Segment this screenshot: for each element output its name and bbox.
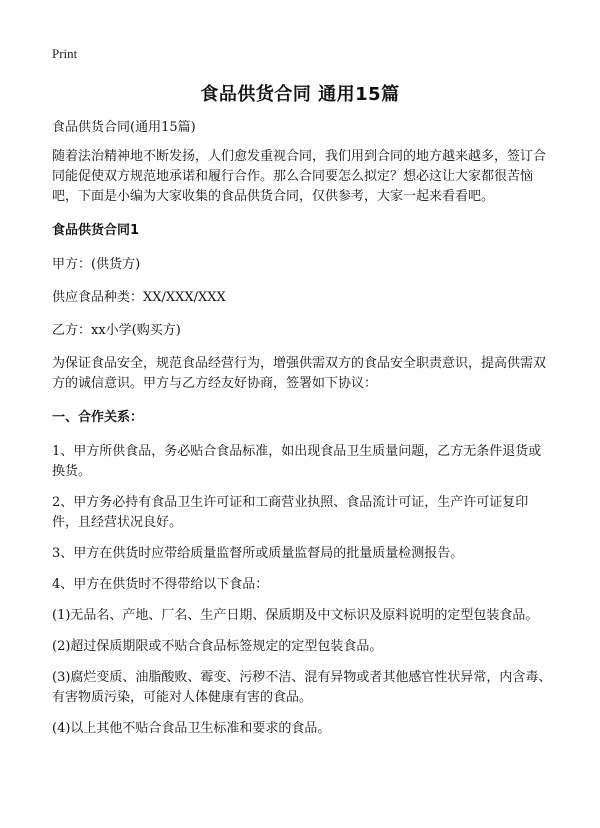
- clause-item: (3)腐烂变质、油脂酸败、霉变、污秽不洁、混有异物或者其他感官性状异常，内含毒、有害物质污染，可能对人体健康有害的食品。: [52, 670, 552, 705]
- clause-item: (2)超过保质期限或不贴合食品标签规定的定型包装食品。: [52, 639, 383, 654]
- party-b-line: 乙方：xx小学(购买方): [52, 323, 181, 338]
- food-types-line: 供应食品种类：XX/XXX/XXX: [52, 290, 226, 305]
- clause-item: 1、甲方所供食品，务必贴合食品标准，如出现食品卫生质量问题，乙方无条件退货或换货。: [52, 444, 542, 479]
- clause-item: 3、甲方在供货时应带给质量监督所或质量监督局的批量质量检测报告。: [52, 546, 464, 561]
- purpose-paragraph: 为保证食品安全，规范食品经营行为，增强供需双方的食品安全职责意识，提高供需双方的诚信意识。甲方与乙方经友好协商，签署如下协议：: [52, 356, 547, 391]
- print-label[interactable]: Print: [52, 46, 78, 61]
- clause-item: 2、甲方务必持有食品卫生许可证和工商营业执照、食品流计可证，生产许可证复印件，且经营状况良好。: [52, 495, 529, 530]
- clause-item: (4)以上其他不贴合食品卫生标准和要求的食品。: [52, 721, 331, 736]
- section-heading: 食品供货合同1: [52, 223, 140, 238]
- document-title: 食品供货合同 通用15篇: [200, 84, 400, 105]
- clause-item: 4、甲方在供货时不得带给以下食品：: [52, 577, 269, 592]
- party-a-line: 甲方：(供货方): [52, 257, 141, 272]
- document-body: [52, 118, 552, 750]
- intro-paragraph: 随着法治精神地不断发扬，人们愈发重视合同，我们用到合同的地方越来越多，签订合同能促使双方规范地承诺和履行合作。那么合同要怎么拟定？想必这让大家都很苦恼吧，下面是小编为大家收集的食品供货合同，仅供参考，大家一起来看看吧。: [52, 149, 547, 204]
- clause-heading: 一、合作关系：: [52, 410, 144, 425]
- clause-item: (1)无品名、产地、厂名、生产日期、保质期及中文标识及原料说明的定型包装食品。: [52, 608, 539, 623]
- document-subtitle: 食品供货合同(通用15篇): [52, 120, 196, 135]
